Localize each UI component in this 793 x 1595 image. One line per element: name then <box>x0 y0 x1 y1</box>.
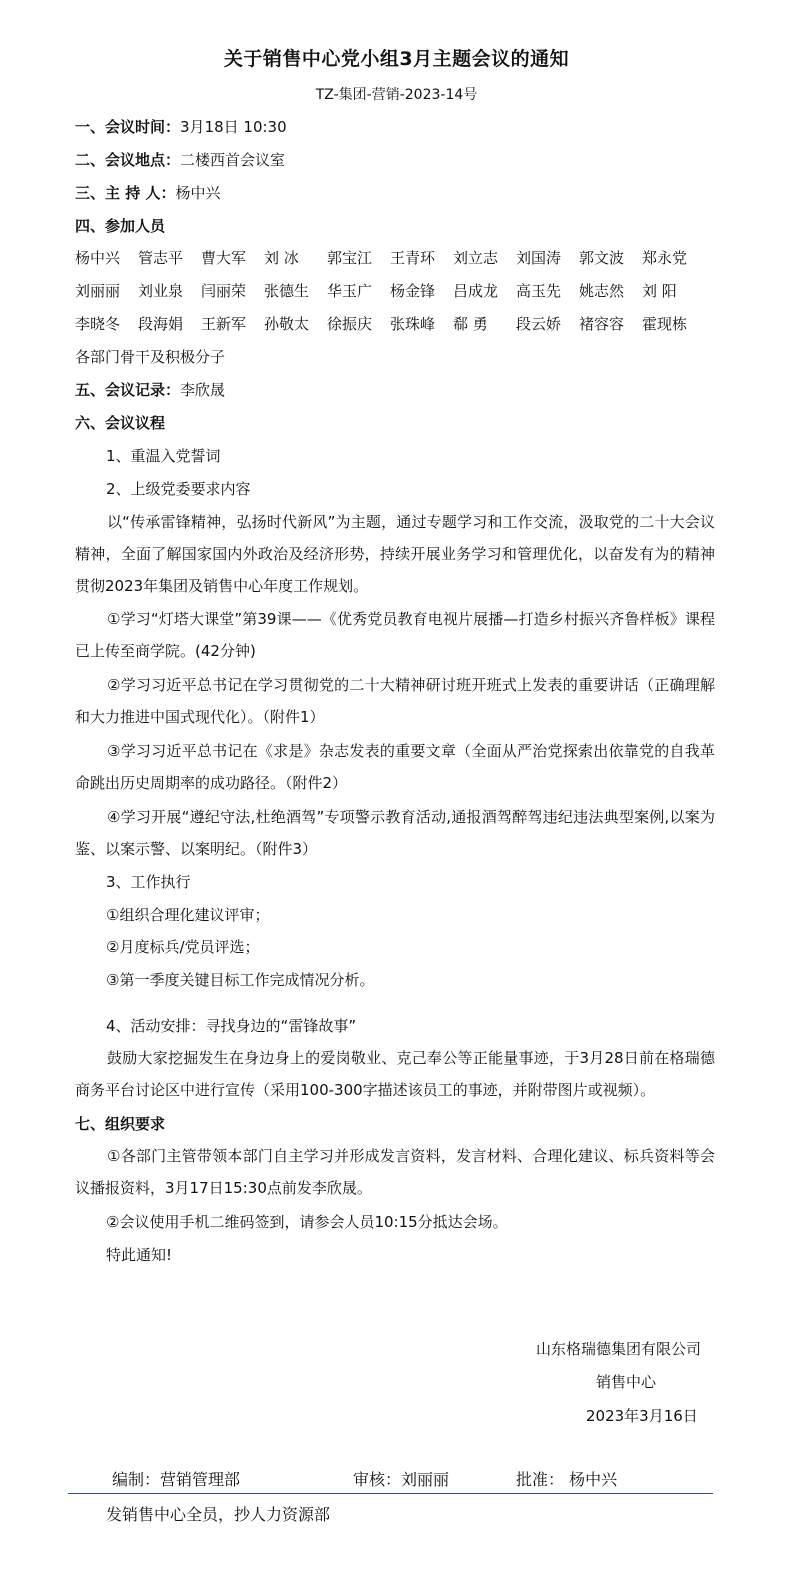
meeting-host-label: 三、主 持 人： <box>75 184 176 202</box>
meeting-time-value: 3月18日 10:30 <box>180 118 287 136</box>
attendee-name: 徐振庆 <box>327 315 373 333</box>
execution-item-3: ③第一季度关键目标工作完成情况分析。 <box>106 971 375 989</box>
agenda-intro-paragraph: 以“传承雷锋精神，弘扬时代新风”为主题，通过专题学习和工作交流，汲取党的二十大会议精神，全面了解国家国内外政治及经济形势，持续开展业务学习和管理优化，以奋发有为的精神贯彻2023年集团及销售中心年度工作规划。 <box>75 513 715 595</box>
attendee-name: 李晓冬 <box>75 315 121 333</box>
agenda-heading-label: 六、会议议程 <box>75 414 166 432</box>
document-number: TZ-集团-营销-2023-14号 <box>315 87 478 103</box>
study-item-2: ②学习习近平总书记在学习贯彻党的二十大精神研讨班开班式上发表的重要讲话（正确理解和大力推进中国式现代化）。（附件1） <box>75 676 715 726</box>
meeting-host <box>75 183 220 203</box>
meeting-location-value: 二楼西首会议室 <box>180 151 286 169</box>
attendee-name: 郭宝江 <box>327 249 373 267</box>
attendee-name: 王新军 <box>201 315 247 333</box>
meeting-time-label: 一、会议时间： <box>75 118 181 136</box>
attendee-name: 曹大军 <box>201 249 247 267</box>
attendee-name: 高玉先 <box>516 282 562 300</box>
study-item-4: ④学习开展“遵纪守法,杜绝酒驾”专项警示教育活动,通报酒驾醉驾违纪违法典型案例,以案为鉴、以案示警、以案明纪。（附件3） <box>75 808 715 858</box>
footer-divider <box>68 1493 713 1494</box>
document-title: 关于销售中心党小组3月主题会议的通知 <box>223 48 570 70</box>
attendee-name: 杨金锋 <box>390 282 436 300</box>
attendees-row-2 <box>75 281 705 303</box>
attendee-name: 张德生 <box>264 282 310 300</box>
meeting-recorder-label: 五、会议记录： <box>75 381 181 399</box>
requirements-heading-label: 七、组织要求 <box>75 1115 166 1133</box>
study-item-1: ①学习“灯塔大课堂”第39课——《优秀党员教育电视片展播—打造乡村振兴齐鲁样板》课程已上传至商学院。(42分钟) <box>75 610 715 660</box>
meeting-location <box>75 150 285 170</box>
attendees-row-1 <box>75 248 705 270</box>
footer-compiled-by: 编制：营销管理部 <box>112 1470 241 1489</box>
attendee-name: 褚容容 <box>579 315 625 333</box>
requirements-heading <box>75 1114 165 1134</box>
meeting-recorder-value: 李欣晟 <box>180 381 226 399</box>
activity-paragraph: 鼓励大家挖掘发生在身边身上的爱岗敬业、克己奉公等正能量事迹，于3月28日前在格瑞德商务平台讨论区中进行宣传（采用100-300字描述该员工的事迹，并附带图片或视频）。 <box>75 1049 715 1099</box>
requirement-2: ②会议使用手机二维码签到，请参会人员10:15分抵达会场。 <box>106 1213 508 1231</box>
attendee-name: 王青环 <box>390 249 436 267</box>
attendee-name: 张珠峰 <box>390 315 436 333</box>
signature-company: 山东格瑞德集团有限公司 <box>536 1340 702 1358</box>
signature-date: 2023年3月16日 <box>586 1407 698 1425</box>
requirement-1: ①各部门主管带领本部门自主学习并形成发言资料，发言材料、合理化建议、标兵资料等会议播报资料，3月17日15:30点前发李欣晟。 <box>75 1147 715 1197</box>
attendee-name: 段海娟 <box>138 315 184 333</box>
agenda-item-2: 2、上级党委要求内容 <box>106 480 251 498</box>
attendee-name: 刘业泉 <box>138 282 184 300</box>
attendee-name: 郑永党 <box>642 249 688 267</box>
attendee-name: 刘立志 <box>453 249 499 267</box>
attendee-name: 孙敬太 <box>264 315 310 333</box>
signature-department: 销售中心 <box>596 1373 657 1391</box>
attendees-row-3 <box>75 314 705 336</box>
attendees-heading-label: 四、参加人员 <box>75 217 166 235</box>
execution-item-2: ②月度标兵/党员评选； <box>106 938 260 956</box>
attendee-name: 吕成龙 <box>453 282 499 300</box>
attendee-name: 段云娇 <box>516 315 562 333</box>
agenda-item-4: 4、活动安排：寻找身边的“雷锋故事” <box>106 1017 357 1035</box>
footer-reviewed-by: 审核：刘丽丽 <box>353 1470 450 1489</box>
study-item-3: ③学习习近平总书记在《求是》杂志发表的重要文章（全面从严治党探索出依靠党的自我革命跳出历史周期率的成功路径。（附件2） <box>75 742 715 792</box>
attendee-name: 姚志然 <box>579 282 625 300</box>
meeting-host-value: 杨中兴 <box>175 184 221 202</box>
agenda-item-1: 1、重温入党誓词 <box>106 447 221 465</box>
attendee-name: 刘丽丽 <box>75 282 121 300</box>
attendee-name: 杨中兴 <box>75 249 121 267</box>
footer-distribution: 发销售中心全员，抄人力资源部 <box>106 1505 331 1524</box>
attendee-name: 管志平 <box>138 249 184 267</box>
attendee-name: 刘国涛 <box>516 249 562 267</box>
attendee-name: 刘 阳 <box>642 282 677 300</box>
execution-item-1: ①组织合理化建议评审； <box>106 906 270 924</box>
attendee-name: 郗 勇 <box>453 315 488 333</box>
agenda-item-3: 3、工作执行 <box>106 873 191 891</box>
attendees-heading <box>75 216 165 236</box>
meeting-time <box>75 117 287 137</box>
footer-approved-by: 批准： 杨中兴 <box>516 1470 618 1489</box>
closing-text: 特此通知! <box>106 1246 173 1264</box>
attendee-name: 闫丽荣 <box>201 282 247 300</box>
attendee-name: 华玉广 <box>327 282 373 300</box>
agenda-heading <box>75 413 165 433</box>
meeting-recorder <box>75 380 225 400</box>
meeting-location-label: 二、会议地点： <box>75 151 181 169</box>
attendee-name: 霍现栋 <box>642 315 688 333</box>
attendees-extra: 各部门骨干及积极分子 <box>75 348 226 366</box>
attendee-name: 郭文波 <box>579 249 625 267</box>
attendee-name: 刘 冰 <box>264 249 299 267</box>
